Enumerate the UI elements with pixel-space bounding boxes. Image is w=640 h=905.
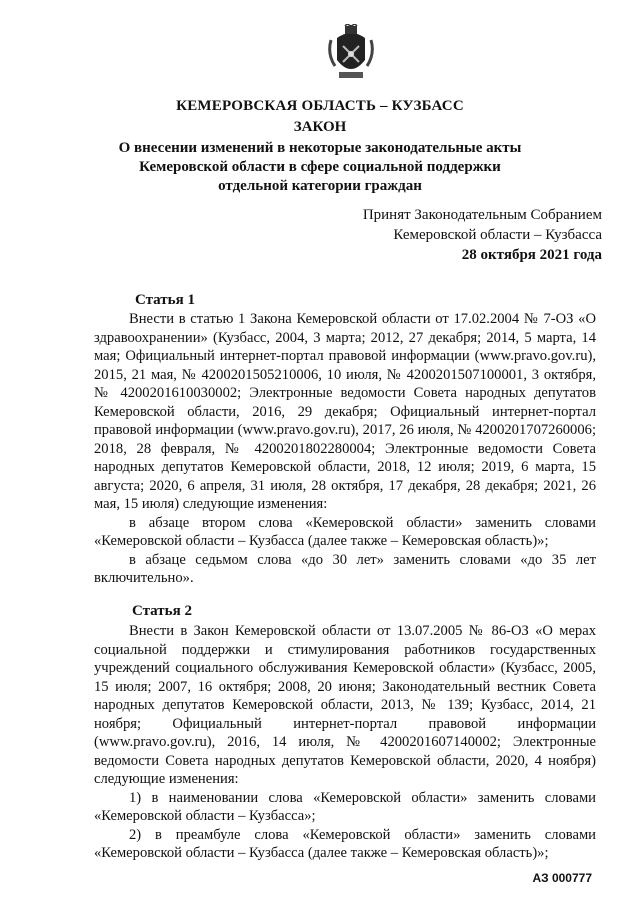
adoption-block <box>363 205 602 265</box>
article-1-intro: Внести в статью 1 Закона Кемеровской области от 17.02.2004 № 7-ОЗ «О здравоохранении» (Кузбасс, 2004, 3 марта; 2012, 27 декабря; 2014, 5 марта, 14 мая; Официальный интернет-портал правовой информации (www.pravo.gov.ru), 2015, 21 мая, № 4200201505210006, 10 июля, № 4200201507100001, 3 октября, № 4200201610030002; Электронные ведомости Совета народных депутатов Кемеровской области, 2016, 29 декабря; Официальный интернет-портал правовой информации (www.pravo.gov.ru), 2017, 26 июля, № 4200201707260006; 2018, 28 февраля, № 4200201802280004; Электронные ведомости Совета народных депутатов Кемеровской области, 2018, 12 июля; 2019, 6 марта, 15 августа; 2020, 6 апреля, 31 июля, 28 октября, 17 декабря, 28 декабря; 2021, 26 мая, 15 июля) следующие изменения: <box>94 311 596 512</box>
article-2-intro: Внести в Закон Кемеровской области от 13.07.2005 № 86-ОЗ «О мерах социальной поддержки и стимулирования работников государственных учреждений социального обслуживания Кемеровской области» (Кузбасс, 2005, 15 июля; 2007, 16 октября; 2008, 20 июня; Законодательный вестник Совета народных депутатов Кемеровской области, 2013, № 139; Кузбасс, 2014, 21 ноября; Официальный интернет-портал правовой информации (www.pravo.gov.ru), 2016, 14 июля, № 4200201607140002; Электронные ведомости Совета народных депутатов Кемеровской области, 2020, 4 ноября) следующие изменения: <box>94 623 596 787</box>
article-1-item: в абзаце седьмом слова «до 30 лет» заменить словами «до 35 лет включительно». <box>94 551 596 586</box>
adoption-line: Принят Законодательным Собранием <box>362 207 602 223</box>
law-title-line: Кемеровской области в сфере социальной поддержки <box>139 159 501 175</box>
article-2-body <box>94 622 596 863</box>
region-heading: КЕМЕРОВСКАЯ ОБЛАСТЬ – КУЗБАСС <box>176 98 464 114</box>
article-1-item: в абзаце втором слова «Кемеровской области» заменить словами «Кемеровской области – Кузбасса (далее также – Кемеровская область)»; <box>94 514 596 549</box>
document-type-heading: ЗАКОН <box>293 119 347 135</box>
article-2-heading: Статья 2 <box>132 603 192 619</box>
law-title <box>0 139 640 196</box>
kuzbass-coat-of-arms-icon <box>327 24 375 82</box>
article-2-item: 1) в наименовании слова «Кемеровской области» заменить словами «Кемеровской области – Кузбасса»; <box>94 789 596 824</box>
form-serial-number: АЗ 000777 <box>532 871 592 885</box>
article-1-heading: Статья 1 <box>135 292 195 308</box>
law-title-line: О внесении изменений в некоторые законодательные акты <box>118 140 522 156</box>
law-title-line: отдельной категории граждан <box>218 178 422 194</box>
adoption-line: Кемеровской области – Кузбасса <box>393 227 602 243</box>
adoption-date: 28 октября 2021 года <box>461 247 602 263</box>
article-2-item: 2) в преамбуле слова «Кемеровской области» заменить словами «Кемеровской области – Кузбасса (далее также – Кемеровская область)»; <box>94 826 596 861</box>
article-1-body <box>94 310 596 588</box>
